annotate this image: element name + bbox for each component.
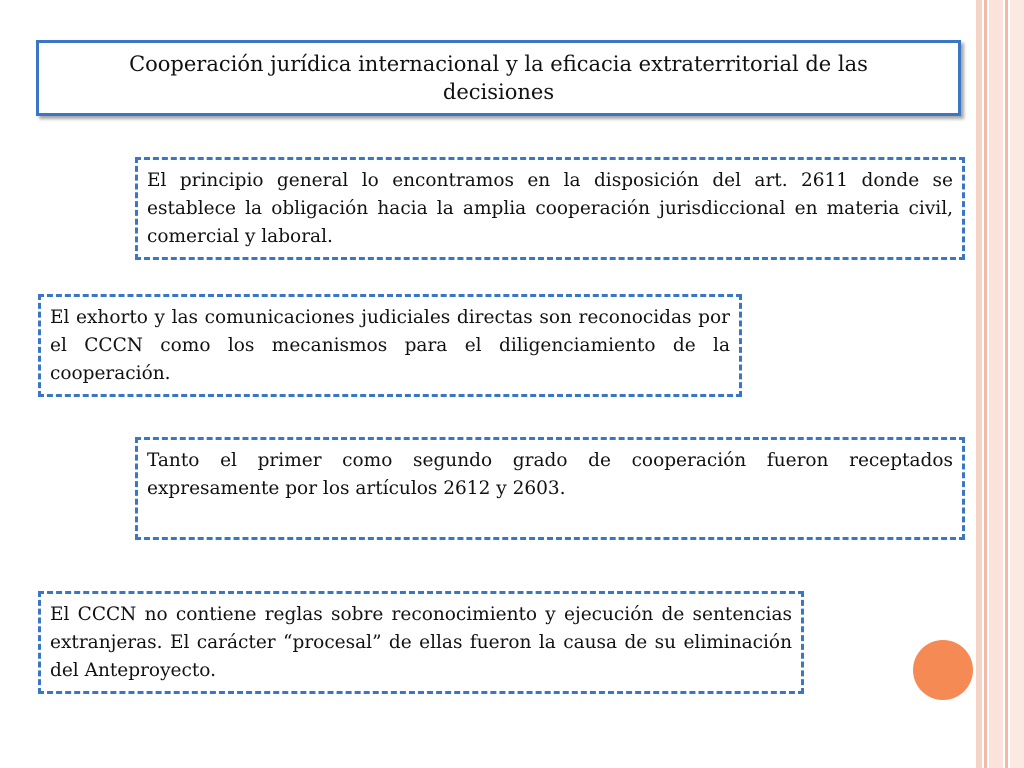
edge-stripe	[984, 0, 987, 768]
note-text: El exhorto y las comunicaciones judiciales directas son reconocidas por el CCCN como los mecanismos para el diligenciamiento de la cooperación.	[50, 307, 730, 384]
note-text: El principio general lo encontramos en la disposición del art. 2611 donde se establece la obligación hacia la amplia cooperación jurisdiccional en materia civil, comercial y laboral.	[147, 170, 953, 247]
note-box-sentencias-extranjeras	[38, 591, 804, 694]
title-box	[36, 40, 961, 116]
decorative-orange-circle	[913, 640, 973, 700]
edge-stripe	[1010, 0, 1024, 768]
slide-title: Cooperación jurídica internacional y la eficacia extraterritorial de las decisiones	[129, 52, 868, 104]
note-text: El CCCN no contiene reglas sobre reconocimiento y ejecución de sentencias extranjeras. El carácter “procesal” de ellas fueron la causa de su eliminación del Anteproyecto.	[50, 604, 792, 681]
note-box-grados-cooperacion	[135, 437, 965, 540]
note-box-principio-general	[135, 157, 965, 260]
decorative-edge-stripes	[976, 0, 1024, 768]
note-text: Tanto el primer como segundo grado de cooperación fueron receptados expresamente por los artículos 2612 y 2603.	[147, 450, 953, 499]
edge-stripe	[1005, 0, 1008, 768]
edge-stripe	[976, 0, 982, 768]
note-box-exhorto	[38, 294, 742, 397]
edge-stripe	[989, 0, 1003, 768]
